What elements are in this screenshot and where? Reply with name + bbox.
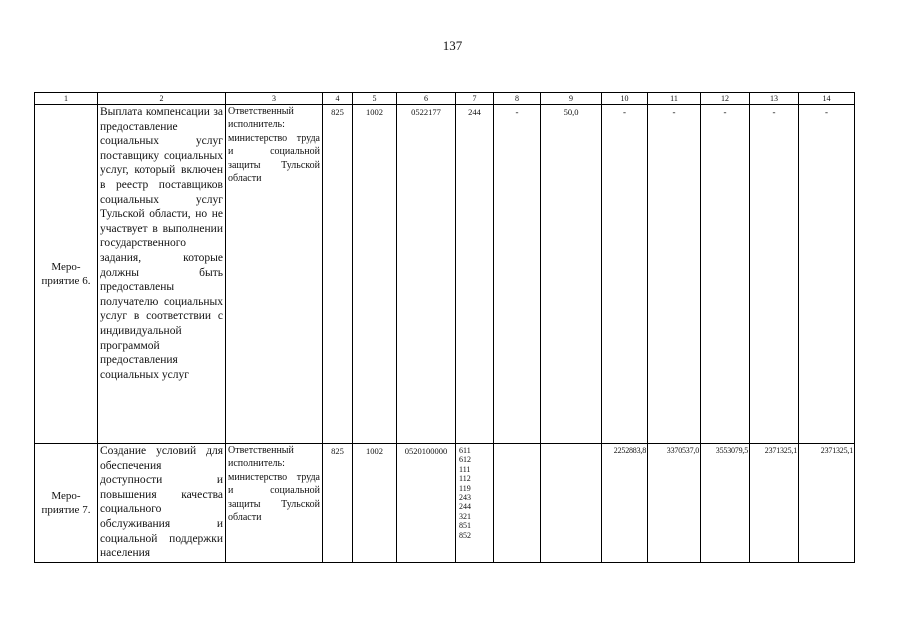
measure-label: Меро- приятие 6. [35,105,98,444]
column-header-10: 10 [602,93,648,105]
cell-col-5: 1002 [353,105,397,444]
cell-col-5: 1002 [353,444,397,563]
column-header-3: 3 [226,93,323,105]
cell-col-12: 3553079,5 [701,444,750,563]
cell-col-14: - [799,105,855,444]
table-row-measure-6 [35,105,855,444]
table-row-measure-7 [35,444,855,563]
cell-col-9 [541,444,602,563]
cell-col-8 [494,444,541,563]
column-header-11: 11 [648,93,701,105]
cell-col-14: 2371325,1 [799,444,855,563]
measure-name: Выплата компенсации за предоставление социальных услуг поставщику социальных услуг, который включен в реестр поставщиков социальных услуг Тульской области, но не участвует в выполнении государственного задания, которые должны быть предоставлены получателю социальных услуг в соответствии с индивидуальной программой предоставления социальных услуг [98,105,226,444]
cell-col-11: - [648,105,701,444]
column-header-2: 2 [98,93,226,105]
cell-col-11: 3370537,0 [648,444,701,563]
cell-col-10: 2252883,8 [602,444,648,563]
cell-col-7: 244 [456,105,494,444]
column-header-1: 1 [35,93,98,105]
cell-col-10: - [602,105,648,444]
cell-col-4: 825 [323,444,353,563]
cell-col-8: - [494,105,541,444]
responsible-executor: Ответственный исполнитель: министерство труда и социальной защиты Тульской области [226,444,323,563]
column-header-13: 13 [750,93,799,105]
cell-col-7-expense-codes: 611 612 111 112 119 243 244 321 851 852 [456,444,494,563]
column-number-header-row [35,93,855,105]
column-header-12: 12 [701,93,750,105]
cell-col-9: 50,0 [541,105,602,444]
cell-col-4: 825 [323,105,353,444]
responsible-executor: Ответственный исполнитель: министерство труда и социальной защиты Тульской области [226,105,323,444]
cell-col-12: - [701,105,750,444]
measure-label: Меро- приятие 7. [35,444,98,563]
page-number: 137 [442,38,463,53]
cell-col-6: 0520100000 [397,444,456,563]
cell-col-6: 0522177 [397,105,456,444]
column-header-9: 9 [541,93,602,105]
column-header-7: 7 [456,93,494,105]
measures-table [34,92,855,563]
measure-name: Создание условий для обеспечения доступности и повышения качества социального обслуживания и социальной поддержки населения [98,444,226,563]
cell-col-13: - [750,105,799,444]
column-header-6: 6 [397,93,456,105]
column-header-14: 14 [799,93,855,105]
cell-col-13: 2371325,1 [750,444,799,563]
column-header-4: 4 [323,93,353,105]
column-header-8: 8 [494,93,541,105]
column-header-5: 5 [353,93,397,105]
